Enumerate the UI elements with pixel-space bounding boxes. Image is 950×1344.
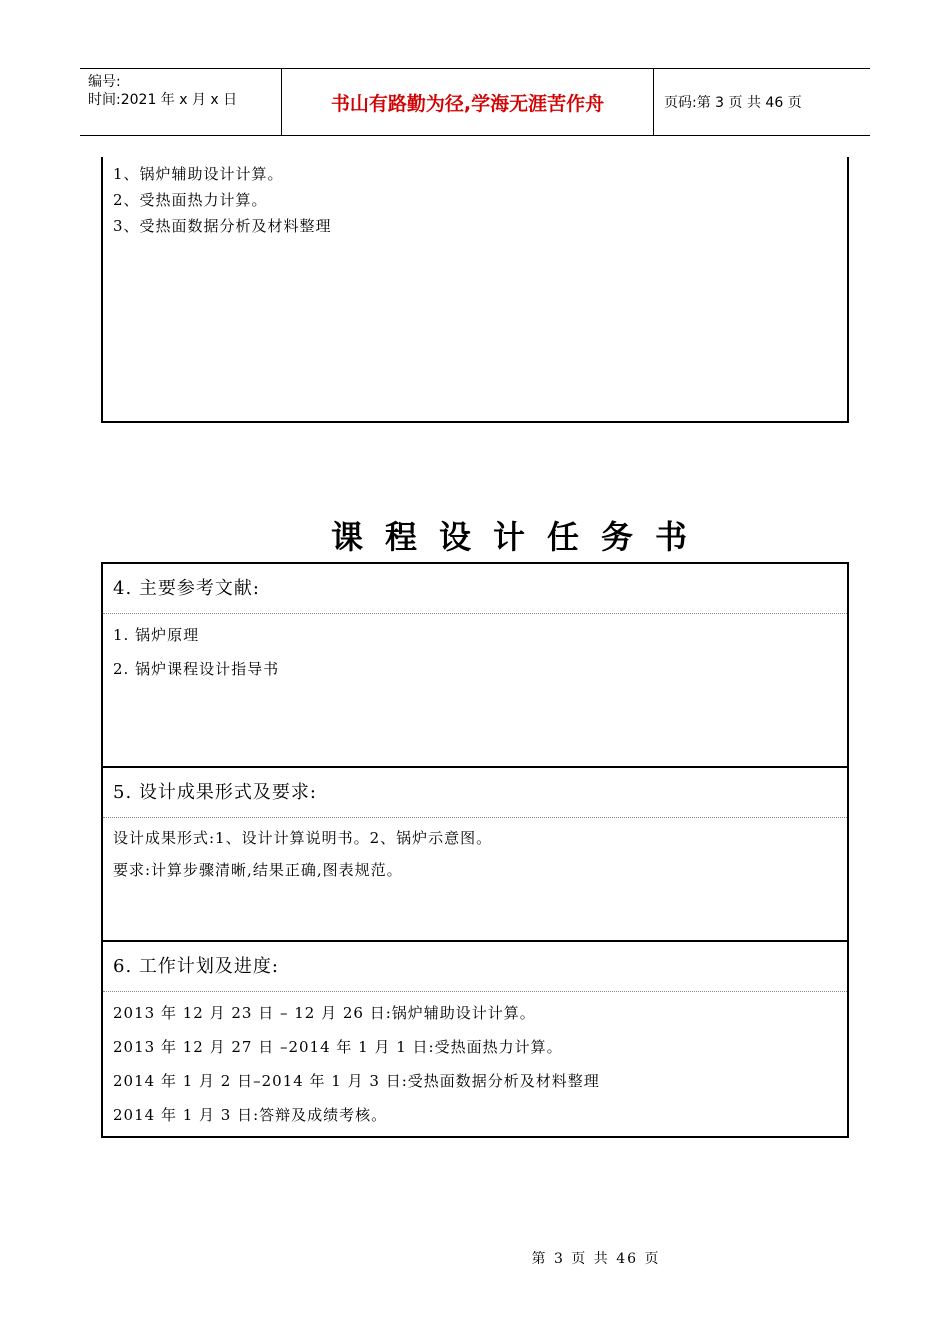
document-date: 时间:2021 年 x 月 x 日 [88,92,238,108]
list-item: 3、受热面数据分析及材料整理 [113,217,332,235]
section-heading: 5. 设计成果形式及要求: [103,768,847,818]
list-item: 2. 锅炉课程设计指导书 [113,660,280,678]
header-motto: 书山有路勤为径,学海无涯苦作舟 [282,69,654,135]
page-footer: 第 3 页 共 46 页 [531,1251,661,1267]
list-item: 2014 年 1 月 3 日:答辩及成绩考核。 [113,1106,388,1124]
section-body [103,818,847,886]
list-item: 1. 锅炉原理 [113,626,200,644]
task-table [101,562,849,1138]
section-heading: 4. 主要参考文献: [103,564,847,614]
section-heading: 6. 工作计划及进度: [103,942,847,992]
document-number-label: 编号: [88,74,121,90]
continuation-box [101,157,849,423]
section-body [103,992,847,1132]
list-item: 2013 年 12 月 23 日 – 12 月 26 日:锅炉辅助设计计算。 [113,1004,536,1022]
list-item: 2014 年 1 月 2 日–2014 年 1 月 3 日:受热面数据分析及材料整理 [113,1072,600,1090]
page-title: 课程设计任务书 [330,518,709,556]
header-page-info: 页码:第 3 页 共 46 页 [664,95,802,111]
section-body [103,614,847,686]
list-item: 设计成果形式:1、设计计算说明书。2、锅炉示意图。 [113,829,493,847]
list-item: 1、锅炉辅助设计计算。 [113,165,284,183]
list-item: 2、受热面热力计算。 [113,191,268,209]
header-meta [80,69,282,135]
list-item: 要求:计算步骤清晰,结果正确,图表规范。 [113,861,403,879]
references-section [103,564,847,766]
deliverables-section [103,766,847,940]
list-item: 2013 年 12 月 27 日 –2014 年 1 月 1 日:受热面热力计算。 [113,1038,563,1056]
page-header [80,68,870,136]
schedule-section [103,940,847,1136]
